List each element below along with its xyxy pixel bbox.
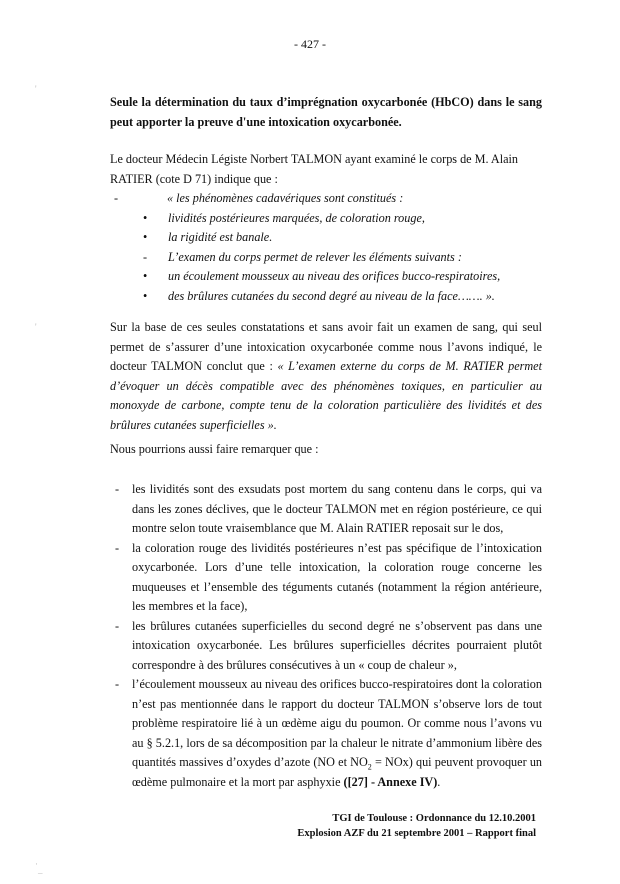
list-item-text: les brûlures cutanées superficielles du second degré ne s’observent pas dans une intoxication oxycarbonée. Les brûlures superficielles décrites pourraient plutôt correspondre à des brûlures consécutives à un « coup de chaleur »,: [132, 618, 542, 672]
bullet-marker: •: [143, 288, 148, 303]
quote-item: [110, 248, 560, 268]
footer-line-report: Explosion AZF du 21 septembre 2001 – Rapport final: [297, 828, 536, 839]
quote-opening: [110, 189, 560, 209]
paragraph-remark: Nous pourrions aussi faire remarquer que :: [110, 442, 319, 456]
intro-statement: Seule la détermination du taux d’imprégnation oxycarbonée (HbCO) dans le sang peut apporter la preuve d'une intoxication oxycarbonée.: [110, 95, 542, 129]
quote-item: [110, 267, 560, 287]
list-item: [110, 675, 542, 792]
paragraph-line: RATIER (cote D 71) indique que :: [110, 171, 278, 186]
conclusion-intro-text: Sur la base de ces seules constatations et sans avoir fait un examen de sang, qui seul permet de s’assurer d’une intoxication oxycarbonée comme nous l’avons indiqué, le docteur TALMON conclut que :: [110, 320, 542, 373]
list-item-text: = NOx) qui peuvent provoquer un œdème pulmonaire et la mort par asphyxie: [132, 755, 543, 789]
bullet-marker: •: [143, 269, 148, 283]
list-item: [110, 617, 542, 676]
footer: [297, 811, 536, 841]
dash-marker: -: [115, 618, 120, 633]
list-item: [110, 539, 542, 617]
list-item-text: les lividités sont des exsudats post mortem du sang contenu dans le corps, qui va dans les zones déclives, que le docteur TALMON met en région postérieure, ce qui montre selon toute vraisemblance que M. Alain RATIER reposait sur le dos,: [132, 482, 542, 535]
quote-item: [110, 209, 560, 229]
quote-item: [110, 228, 560, 248]
scan-mark: ': [35, 322, 37, 332]
list-item-text: l’écoulement mousseux au niveau des orifices bucco-respiratoires dont la coloration n’est pas mentionnée dans le rapport du docteur TALMON s’observe lors de tout problème respiratoire lié à un œdème aigu du poumon. Or comme nous l’avons vu au § 5.2.1, lors de sa décomposition par la chaleur le nitrate d’ammonium libère des quantités massives d’oxydes d’azote (NO et NO: [132, 677, 542, 769]
dash-marker: -: [114, 191, 119, 205]
quoted-findings: [110, 189, 560, 306]
dash-marker: -: [143, 249, 148, 264]
page-number: - 427 -: [294, 37, 326, 51]
remarks-list: [110, 480, 542, 792]
quote-item-text: des brûlures cutanées du second degré au niveau de la face……. ».: [168, 288, 495, 303]
paragraph-talmon-intro: [110, 150, 542, 189]
dash-marker: -: [115, 482, 120, 496]
paragraph-conclusion: [110, 318, 542, 435]
quote-item-text: la rigidité est banale.: [168, 230, 273, 244]
quote-item: [110, 287, 560, 307]
footer-line-court: TGI de Toulouse : Ordonnance du 12.10.2001: [332, 813, 536, 824]
paragraph-line: Le docteur Médecin Légiste Norbert TALMON ayant examiné le corps de M. Alain: [110, 152, 518, 166]
quote-item-text: L’examen du corps permet de relever les éléments suivants :: [168, 249, 462, 264]
scan-mark: ·: [35, 859, 38, 869]
quote-opening-text: « les phénomènes cadavériques sont constitués :: [167, 191, 404, 205]
quote-item-text: lividités postérieures marquées, de coloration rouge,: [168, 210, 425, 225]
conclusion-quote: « L’examen externe du corps de M. RATIER permet d’évoquer un décès compatible avec des phénomènes toxiques, en particulier au monoxyde de carbone, compte tenu de la coloration particulière des lividités et des brûlures cutanées superficielles ».: [110, 359, 542, 432]
scan-mark: –: [38, 868, 43, 878]
subscript: 2: [367, 762, 372, 772]
annex-reference: ([27] - Annexe IV): [343, 774, 438, 789]
scan-mark: ': [35, 84, 37, 94]
list-item-text: la coloration rouge des lividités postérieures n’est pas spécifique de l’intoxication oxycarbonée. Lors d’une telle intoxication, la coloration rouge concerne les muqueuses et l’ensemble des téguments cutanés (notamment la région antérieure, les membres et la face),: [132, 540, 542, 613]
dash-marker: -: [115, 677, 120, 691]
quote-item-text: un écoulement mousseux au niveau des orifices bucco-respiratoires,: [168, 269, 501, 283]
dash-marker: -: [115, 540, 120, 555]
list-item-text: .: [437, 774, 441, 789]
bullet-marker: •: [143, 210, 148, 225]
bullet-marker: •: [143, 230, 148, 244]
list-item: [110, 480, 542, 539]
